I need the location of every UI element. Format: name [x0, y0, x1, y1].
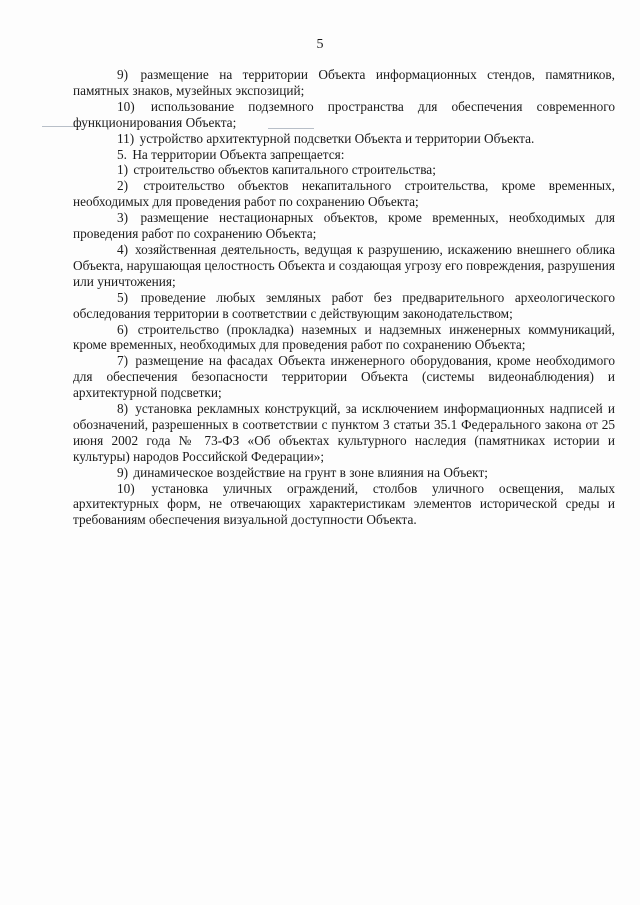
item-text: динамическое воздействие на грунт в зоне влияния на Объект; — [133, 464, 488, 480]
item-text: строительство объектов некапитального строительства, кроме временных, необходимых для проведения работ по сохранению Объекта; — [73, 178, 615, 210]
list-item — [73, 322, 615, 354]
document-body — [73, 67, 615, 528]
section-text: На территории Объекта запрещается: — [132, 146, 345, 162]
item-text: устройство архитектурной подсветки Объекта и территории Объекта. — [139, 130, 535, 146]
list-item — [73, 67, 615, 99]
item-text: строительство объектов капитального строительства; — [133, 162, 436, 178]
page-number: 5 — [316, 37, 324, 52]
item-text: проведение любых земляных работ без предварительного археологического обследования территории в соответствии с действующим законодательством; — [73, 289, 615, 321]
list-item — [73, 210, 615, 242]
list-item — [73, 131, 615, 147]
item-text: установка рекламных конструкций, за исключением информационных надписей и обозначений, разрешенных в соответствии с пунктом 3 статьи 35.1 Федерального закона от 25 июня 2002 года № 73-ФЗ «Об объектах культурного наследия (памятниках истории и культуры) народов Российской Федерации»; — [73, 401, 615, 464]
item-number: 11) — [117, 130, 135, 146]
item-text: размещение на территории Объекта информационных стендов, памятников, памятных знаков, музейных экспозиций; — [73, 67, 616, 98]
item-text: размещение нестационарных объектов, кроме временных, необходимых для проведения работ по сохранению Объекта; — [73, 210, 615, 242]
item-number: 3) — [117, 210, 129, 226]
item-number: 9) — [117, 464, 129, 480]
list-item — [73, 242, 615, 290]
item-number: 5) — [117, 289, 129, 305]
item-text: установка уличных ограждений, столбов уличного освещения, малых архитектурных форм, не отвечающих характеристикам элементов исторической среды и требованиям обеспечения визуальной доступности Объекта. — [73, 480, 616, 528]
item-number: 8) — [117, 401, 129, 417]
item-number: 4) — [117, 241, 129, 257]
item-number: 2) — [117, 178, 129, 194]
list-item — [73, 290, 615, 322]
section-number: 5. — [117, 146, 127, 162]
item-number: 1) — [117, 162, 129, 178]
list-item — [73, 99, 615, 131]
item-text: хозяйственная деятельность, ведущая к разрушению, искажению внешнего облика Объекта, нарушающая целостность Объекта и создающая угрозу его повреждения, разрушения или уничтожения; — [73, 241, 615, 289]
list-item — [73, 401, 615, 465]
item-text: использование подземного пространства для обеспечения современного функционирования Объекта; — [73, 98, 615, 130]
item-number: 7) — [117, 353, 129, 369]
list-item — [73, 178, 615, 210]
list-item — [73, 465, 615, 481]
item-text: размещение на фасадах Объекта инженерного оборудования, кроме необходимого для обеспечения безопасности территории Объекта (системы видеонаблюдения) и архитектурной подсветки; — [73, 353, 616, 401]
section-heading — [73, 147, 615, 163]
list-item — [73, 353, 615, 401]
item-number: 10) — [117, 480, 135, 496]
item-text: строительство (прокладка) наземных и надземных инженерных коммуникаций, кроме временных, необходимых для проведения работ по сохранению Объекта; — [73, 321, 616, 353]
item-number: 9) — [117, 67, 129, 82]
list-item — [73, 481, 615, 529]
list-item — [73, 162, 615, 178]
item-number: 6) — [117, 321, 129, 337]
item-number: 10) — [117, 98, 135, 114]
